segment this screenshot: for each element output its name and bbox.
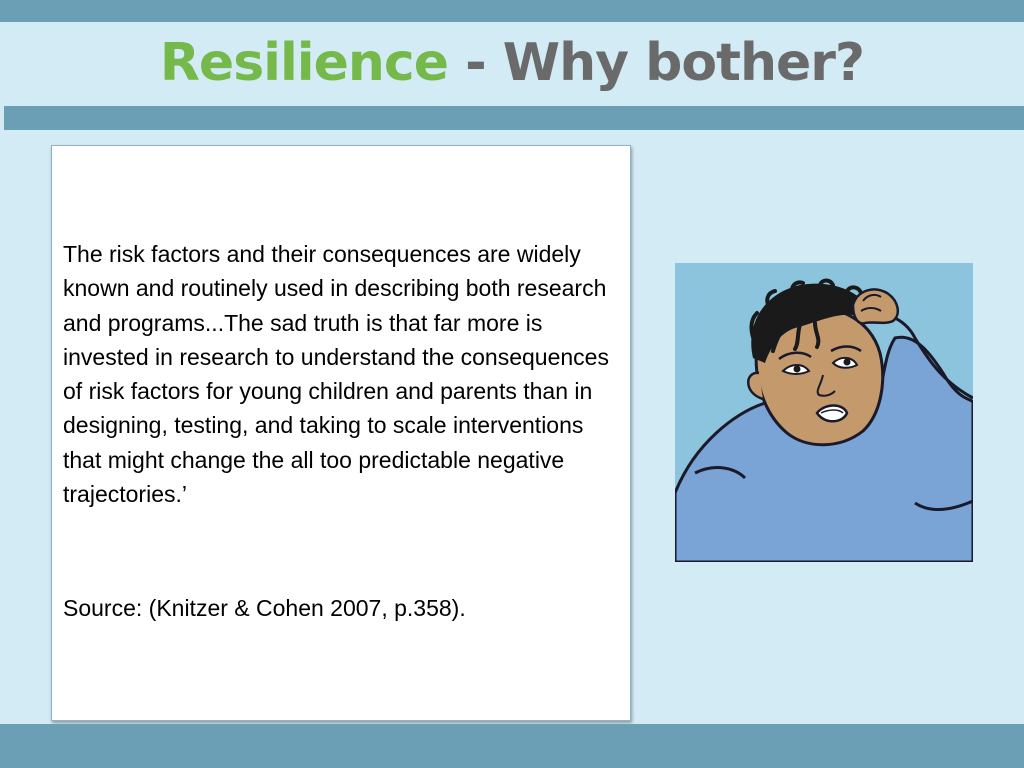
top-decorative-bar bbox=[0, 0, 1024, 22]
title-underline-bar bbox=[4, 106, 1024, 130]
title-highlight: Resilience bbox=[159, 33, 449, 93]
quote-text: The risk factors and their consequences are widely known and routinely used in describing both research and programs...The sad truth is that far more is invested in research to understand the consequences of risk factors for young children and parents than in designing, testing, and taking to scale interventions that might change the all too predictable negative trajectories.’ bbox=[63, 241, 609, 508]
bottom-decorative-bar bbox=[0, 724, 1024, 768]
slide-title bbox=[0, 28, 1024, 98]
thinking-child-illustration bbox=[675, 263, 973, 562]
title-rest: - Why bother? bbox=[448, 33, 865, 93]
source-citation: Source: (Knitzer & Cohen 2007, p.358). bbox=[63, 595, 466, 621]
quote-panel bbox=[51, 145, 631, 721]
